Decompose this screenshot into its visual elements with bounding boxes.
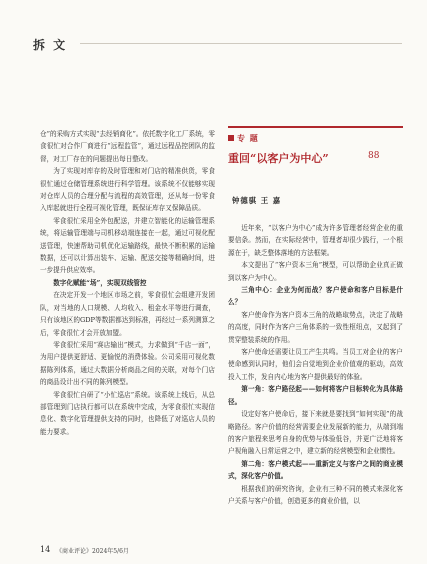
section-tag (228, 126, 403, 144)
paragraph: 在决定开发一个地区市场之前，零食很忙会组建开发团队，对当地的人口规模、人均收入、租金水平等进行调查，只有该地区的GDP等数据都达到标准，再经过一系列测算之后，零食很忙才会开放加盟。 (40, 291, 215, 337)
header-rule (80, 43, 402, 44)
magazine-section-logo: 拆 文 (33, 38, 68, 52)
page-number: 14 (40, 545, 51, 554)
article-title[interactable]: 重回“以客户为中心” (228, 152, 329, 165)
paragraph: 零食很忙自研了“小忙巡店”系统。该系统上线后，从总部管理到门店执行都可以在系统中完成，为零食很忙实现信息化、数字化管理提供支持的同时，也降低了对巡店人员的能力要求。 (40, 390, 215, 436)
paragraph: 本文提出了“客户资本三角”模型，可以帮助企业真正做到以客户为中心。 (228, 261, 403, 282)
square-icon (228, 135, 234, 141)
paragraph: 近年来，“以客户为中心”成为许多管理者经营企业的重要信条。然而，在实际经营中，管理者却很少践行，一个根源在于，缺乏整体落地的方法框架。 (228, 224, 403, 257)
right-text-column (228, 222, 403, 507)
footer-publication: 《商业评论》2024年5/6月 (56, 548, 129, 555)
paragraph: 仓”的采购方式实现“去经销商化”。依托数字化工厂系统，零食很忙对合作厂商进行“远程监管”，通过远程品控团队的监督，对工厂存在的问题提出每日整改。 (40, 130, 215, 163)
paragraph: 零食很忙采用全外包配送，并建立智能化的运输管理系统，将运输管理端与司机移动端连接在一起，通过可视化配送管理，快速帮助司机优化运输路线，最快不断积累的运输数据，还可以计算出装车、运输、配送交接等精确时间，进一步提升供应效率。 (40, 216, 215, 275)
section-heading: 第二角：客户模式起——重新定义与客户之间的商业模式，深化客户价值。 (228, 459, 403, 481)
article-page-ref[interactable]: 88 (368, 151, 380, 161)
section-heading: 数字化赋能“场”，实现双线管控 (53, 278, 147, 287)
paragraph: 零食很忙采用“赛店输出”模式，力求做到“千店一面”，为用户提供更舒适、更愉悦的消费体验。公司采用可视化数据陈列体系，通过大数据分析商品之间的关联，对每个门店的商品设计出不同的陈列模型。 (40, 340, 215, 387)
article-authors: 钟德骐 王 嘉 (232, 196, 282, 205)
paragraph: 根据我们的研究咨询，企业有三种不同的模式来深化客户关系与客户价值，创造更多的商业价值，以 (228, 484, 403, 505)
paragraph: 客户使命作为客户资本三角的战略取势点，决定了战略的高度，同时作为客户三角体系的一致性枢纽点，又起到了贯穿整装系统的作用。 (228, 310, 403, 344)
paragraph: 为了实现对库存的及时管理和对门店的精准供货，零食很忙通过仓储管理系统进行科学管理。该系统不仅能够实现对仓库人员的合理分配与流程的高效管理，还从每一份零食入库起就进行全程可视化管理，既保证库存又保障品质。 (40, 167, 215, 213)
section-heading: 三角中心：企业为何而战？客户使命和客户目标是什么？ (228, 286, 403, 307)
section-tag-rule (228, 126, 403, 128)
paragraph: 设定好客户使命后，接下来就是要找到“如何实现”的战略路径。客户价值的经营需要企业发展新的能力，从端到端的客户旅程来思考自身的优势与体验低谷，并更广泛地将客户视角融入日常运营之中，建立新的经营模型和企业惯性。 (228, 410, 403, 456)
section-heading: 第一角：客户路径起——如何将客户目标转化为具体路径。 (228, 385, 403, 406)
section-tag-label: 专 题 (237, 133, 259, 143)
left-text-column (40, 128, 215, 438)
paragraph: 客户使命还需要让员工产生共鸣。当员工对企业的客户使命感到认同时，他们会自觉地到企业价值观的驱动，高效投入工作，发自内心地为客户提供最好的体验。 (228, 348, 403, 381)
